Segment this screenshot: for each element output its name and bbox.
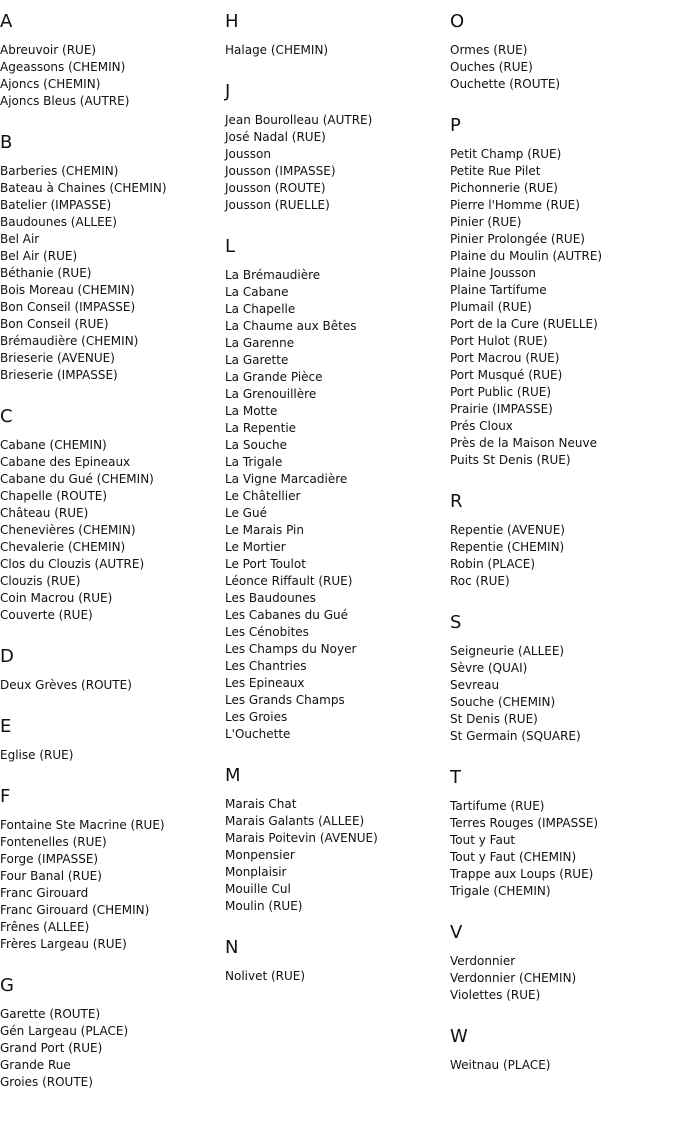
street-item[interactable]: Pinier Prolongée (RUE) <box>450 232 585 246</box>
street-item[interactable]: Le Gué <box>225 506 267 520</box>
street-item[interactable]: Grand Port (RUE) <box>0 1041 103 1055</box>
letter-group <box>225 11 447 59</box>
street-item[interactable]: Port Hulot (RUE) <box>450 334 548 348</box>
street-item[interactable]: Monplaisir <box>225 865 287 879</box>
street-item[interactable]: Roc (RUE) <box>450 574 510 588</box>
street-item[interactable]: Plumail (RUE) <box>450 300 532 314</box>
street-item[interactable]: La Grande Pièce <box>225 370 323 384</box>
street-item[interactable]: Violettes (RUE) <box>450 988 541 1002</box>
street-item[interactable]: Les Grands Champs <box>225 693 345 707</box>
street-list <box>225 267 447 743</box>
street-item[interactable]: Béthanie (RUE) <box>0 266 92 280</box>
street-item[interactable]: Jousson (ROUTE) <box>225 181 326 195</box>
street-item[interactable]: Plaine Tartifume <box>450 283 547 297</box>
street-item[interactable]: Le Châtellier <box>225 489 301 503</box>
letter-heading: O <box>450 11 465 32</box>
street-list <box>0 163 222 384</box>
street-item[interactable]: Weitnau (PLACE) <box>450 1058 551 1072</box>
street-item[interactable]: Les Groies <box>225 710 288 724</box>
street-list <box>225 796 447 915</box>
street-item[interactable]: Verdonnier <box>450 954 516 968</box>
letter-heading: N <box>225 937 239 958</box>
street-item[interactable]: Jousson <box>225 147 271 161</box>
letter-group <box>225 937 447 985</box>
street-item[interactable]: Garette (ROUTE) <box>0 1007 101 1021</box>
letter-heading: R <box>450 491 463 512</box>
street-item[interactable]: Marais Chat <box>225 797 297 811</box>
street-item[interactable]: Port Musqué (RUE) <box>450 368 563 382</box>
street-item[interactable]: Bois Moreau (CHEMIN) <box>0 283 135 297</box>
street-item[interactable]: La Souche <box>225 438 288 452</box>
street-item[interactable]: Barberies (CHEMIN) <box>0 164 119 178</box>
street-item[interactable]: Forge (IMPASSE) <box>0 852 99 866</box>
street-item[interactable]: Bon Conseil (IMPASSE) <box>0 300 136 314</box>
street-item[interactable]: Bon Conseil (RUE) <box>0 317 109 331</box>
street-item[interactable]: Abreuvoir (RUE) <box>0 43 97 57</box>
letter-group <box>450 1026 672 1074</box>
street-item[interactable]: Nolivet (RUE) <box>225 969 306 983</box>
street-item[interactable]: Frênes (ALLEE) <box>0 920 90 934</box>
street-item[interactable]: Repentie (AVENUE) <box>450 523 565 537</box>
street-list <box>225 968 447 985</box>
street-list <box>450 522 672 590</box>
street-item[interactable]: Sevreau <box>450 678 500 692</box>
letter-group <box>450 11 672 93</box>
street-item[interactable]: Ouches (RUE) <box>450 60 533 74</box>
index-column-3 <box>450 11 672 1096</box>
street-list <box>450 953 672 1004</box>
street-list <box>225 112 447 214</box>
index-column-2 <box>225 11 447 1007</box>
street-item[interactable]: Les Cabanes du Gué <box>225 608 349 622</box>
street-item[interactable]: Tout y Faut <box>450 833 516 847</box>
street-item[interactable]: Brieserie (AVENUE) <box>0 351 115 365</box>
letter-heading: L <box>225 236 236 257</box>
street-item[interactable]: Chapelle (ROUTE) <box>0 489 108 503</box>
street-item[interactable]: Le Marais Pin <box>225 523 304 537</box>
street-item[interactable]: Brieserie (IMPASSE) <box>0 368 118 382</box>
street-item[interactable]: Plaine du Moulin (AUTRE) <box>450 249 603 263</box>
street-list <box>450 146 672 469</box>
street-item[interactable]: St Denis (RUE) <box>450 712 538 726</box>
street-item[interactable]: Tartifume (RUE) <box>450 799 545 813</box>
letter-heading: M <box>225 765 241 786</box>
street-item[interactable]: Plaine Jousson <box>450 266 536 280</box>
street-item[interactable]: Bel Air <box>0 232 40 246</box>
letter-group <box>0 646 222 694</box>
street-item[interactable]: Petit Champ (RUE) <box>450 147 562 161</box>
street-item[interactable]: Le Mortier <box>225 540 286 554</box>
street-item[interactable]: Petite Rue Pilet <box>450 164 541 178</box>
street-item[interactable]: Port Macrou (RUE) <box>450 351 560 365</box>
street-item[interactable]: Souche (CHEMIN) <box>450 695 556 709</box>
street-item[interactable]: La Brémaudière <box>225 268 321 282</box>
street-item[interactable]: La Garette <box>225 353 289 367</box>
letter-group <box>0 975 222 1091</box>
street-item[interactable]: Four Banal (RUE) <box>0 869 102 883</box>
street-item[interactable]: La Cabane <box>225 285 289 299</box>
street-item[interactable]: Clos du Clouzis (AUTRE) <box>0 557 145 571</box>
street-item[interactable]: Seigneurie (ALLEE) <box>450 644 565 658</box>
letter-heading: D <box>0 646 14 667</box>
letter-group <box>225 236 447 743</box>
street-item[interactable]: Les Baudounes <box>225 591 316 605</box>
letter-heading: V <box>450 922 463 943</box>
street-item[interactable]: Tout y Faut (CHEMIN) <box>450 850 577 864</box>
street-item[interactable]: Trigale (CHEMIN) <box>450 884 551 898</box>
letter-heading: W <box>450 1026 468 1047</box>
street-item[interactable]: Frères Largeau (RUE) <box>0 937 127 951</box>
street-list <box>450 42 672 93</box>
letter-group <box>450 612 672 745</box>
street-item[interactable]: Halage (CHEMIN) <box>225 43 329 57</box>
street-item[interactable]: Franc Girouard (CHEMIN) <box>0 903 150 917</box>
letter-heading: B <box>0 132 13 153</box>
street-item[interactable]: Chenevières (CHEMIN) <box>0 523 136 537</box>
street-item[interactable]: Fontaine Ste Macrine (RUE) <box>0 818 165 832</box>
street-list <box>225 42 447 59</box>
street-item[interactable]: Les Chantries <box>225 659 307 673</box>
letter-heading: F <box>0 786 11 807</box>
street-item[interactable]: Château (RUE) <box>0 506 89 520</box>
street-item[interactable]: Port de la Cure (RUELLE) <box>450 317 598 331</box>
letter-heading: H <box>225 11 239 32</box>
letter-heading: C <box>0 406 13 427</box>
street-item[interactable]: Verdonnier (CHEMIN) <box>450 971 577 985</box>
street-item[interactable]: Les Cénobites <box>225 625 309 639</box>
street-item[interactable]: Gén Largeau (PLACE) <box>0 1024 129 1038</box>
street-list <box>450 798 672 900</box>
street-item[interactable]: Les Epineaux <box>225 676 305 690</box>
letter-group <box>450 922 672 1004</box>
street-item[interactable]: Eglise (RUE) <box>0 748 74 762</box>
street-item[interactable]: La Grenouillère <box>225 387 317 401</box>
street-item[interactable]: Terres Rouges (IMPASSE) <box>450 816 599 830</box>
street-item[interactable]: Deux Grèves (ROUTE) <box>0 678 132 692</box>
street-item[interactable]: Cabane (CHEMIN) <box>0 438 107 452</box>
street-item[interactable]: La Vigne Marcadière <box>225 472 348 486</box>
letter-group <box>450 115 672 469</box>
street-item[interactable]: La Trigale <box>225 455 283 469</box>
letter-group <box>0 786 222 953</box>
street-item[interactable]: Brémaudière (CHEMIN) <box>0 334 139 348</box>
street-item[interactable]: Couverte (RUE) <box>0 608 93 622</box>
street-item[interactable]: La Chapelle <box>225 302 296 316</box>
street-item[interactable]: Baudounes (ALLEE) <box>0 215 117 229</box>
letter-heading: P <box>450 115 461 136</box>
street-item[interactable]: La Chaume aux Bêtes <box>225 319 357 333</box>
street-item[interactable]: Jean Bourolleau (AUTRE) <box>225 113 373 127</box>
street-item[interactable]: Ajoncs Bleus (AUTRE) <box>0 94 130 108</box>
street-item[interactable]: Chevalerie (CHEMIN) <box>0 540 126 554</box>
letter-heading: G <box>0 975 14 996</box>
street-item[interactable]: St Germain (SQUARE) <box>450 729 581 743</box>
street-list <box>0 747 222 764</box>
street-item[interactable]: Jousson (RUELLE) <box>225 198 330 212</box>
letter-heading: T <box>450 767 461 788</box>
street-list <box>0 817 222 953</box>
street-item[interactable]: Prés Cloux <box>450 419 513 433</box>
street-item[interactable]: Ormes (RUE) <box>450 43 528 57</box>
street-item[interactable]: Grande Rue <box>0 1058 71 1072</box>
letter-heading: A <box>0 11 13 32</box>
street-item[interactable]: Jousson (IMPASSE) <box>225 164 336 178</box>
street-item[interactable]: Repentie (CHEMIN) <box>450 540 565 554</box>
street-item[interactable]: La Garenne <box>225 336 295 350</box>
street-item[interactable]: Bel Air (RUE) <box>0 249 78 263</box>
street-item[interactable]: Mouille Cul <box>225 882 291 896</box>
street-item[interactable]: Port Public (RUE) <box>450 385 551 399</box>
street-item[interactable]: Puits St Denis (RUE) <box>450 453 571 467</box>
letter-group <box>225 765 447 915</box>
street-list <box>0 437 222 624</box>
street-item[interactable]: Près de la Maison Neuve <box>450 436 597 450</box>
street-item[interactable]: Franc Girouard <box>0 886 89 900</box>
letter-group <box>0 716 222 764</box>
street-item[interactable]: Fontenelles (RUE) <box>0 835 107 849</box>
street-item[interactable]: Batelier (IMPASSE) <box>0 198 112 212</box>
street-item[interactable]: Coin Macrou (RUE) <box>0 591 113 605</box>
street-item[interactable]: Les Champs du Noyer <box>225 642 357 656</box>
street-list <box>450 1057 672 1074</box>
street-item[interactable]: Cabane du Gué (CHEMIN) <box>0 472 154 486</box>
letter-group <box>0 132 222 384</box>
street-item[interactable]: Sèvre (QUAI) <box>450 661 528 675</box>
letter-group <box>0 406 222 624</box>
street-item[interactable]: Marais Galants (ALLEE) <box>225 814 365 828</box>
street-item[interactable]: Trappe aux Loups (RUE) <box>450 867 594 881</box>
street-item[interactable]: Clouzis (RUE) <box>0 574 81 588</box>
street-item[interactable]: Pinier (RUE) <box>450 215 522 229</box>
street-item[interactable]: Le Port Toulot <box>225 557 306 571</box>
letter-group <box>450 491 672 590</box>
street-item[interactable]: La Repentie <box>225 421 297 435</box>
index-column-1 <box>0 11 222 1113</box>
letter-group <box>0 11 222 110</box>
street-item[interactable]: Ageassons (CHEMIN) <box>0 60 126 74</box>
letter-heading: E <box>0 716 12 737</box>
street-item[interactable]: Robin (PLACE) <box>450 557 536 571</box>
street-list <box>0 1006 222 1091</box>
street-list <box>0 42 222 110</box>
letter-group <box>450 767 672 900</box>
street-list <box>0 677 222 694</box>
street-item[interactable]: Groies (ROUTE) <box>0 1075 93 1089</box>
street-item[interactable]: Bateau à Chaines (CHEMIN) <box>0 181 167 195</box>
street-item[interactable]: Ajoncs (CHEMIN) <box>0 77 101 91</box>
letter-heading: S <box>450 612 462 633</box>
street-item[interactable]: Ouchette (ROUTE) <box>450 77 561 91</box>
street-item[interactable]: Marais Poitevin (AVENUE) <box>225 831 378 845</box>
street-item[interactable]: Pierre l'Homme (RUE) <box>450 198 580 212</box>
street-item[interactable]: Léonce Riffault (RUE) <box>225 574 353 588</box>
letter-group <box>225 81 447 214</box>
street-item[interactable]: Cabane des Epineaux <box>0 455 131 469</box>
street-item[interactable]: Moulin (RUE) <box>225 899 303 913</box>
letter-heading: J <box>225 81 231 102</box>
street-item[interactable]: L'Ouchette <box>225 727 291 741</box>
street-item[interactable]: José Nadal (RUE) <box>225 130 326 144</box>
street-item[interactable]: Monpensier <box>225 848 295 862</box>
street-item[interactable]: Pichonnerie (RUE) <box>450 181 558 195</box>
street-item[interactable]: Prairie (IMPASSE) <box>450 402 553 416</box>
street-list <box>450 643 672 745</box>
street-item[interactable]: La Motte <box>225 404 278 418</box>
